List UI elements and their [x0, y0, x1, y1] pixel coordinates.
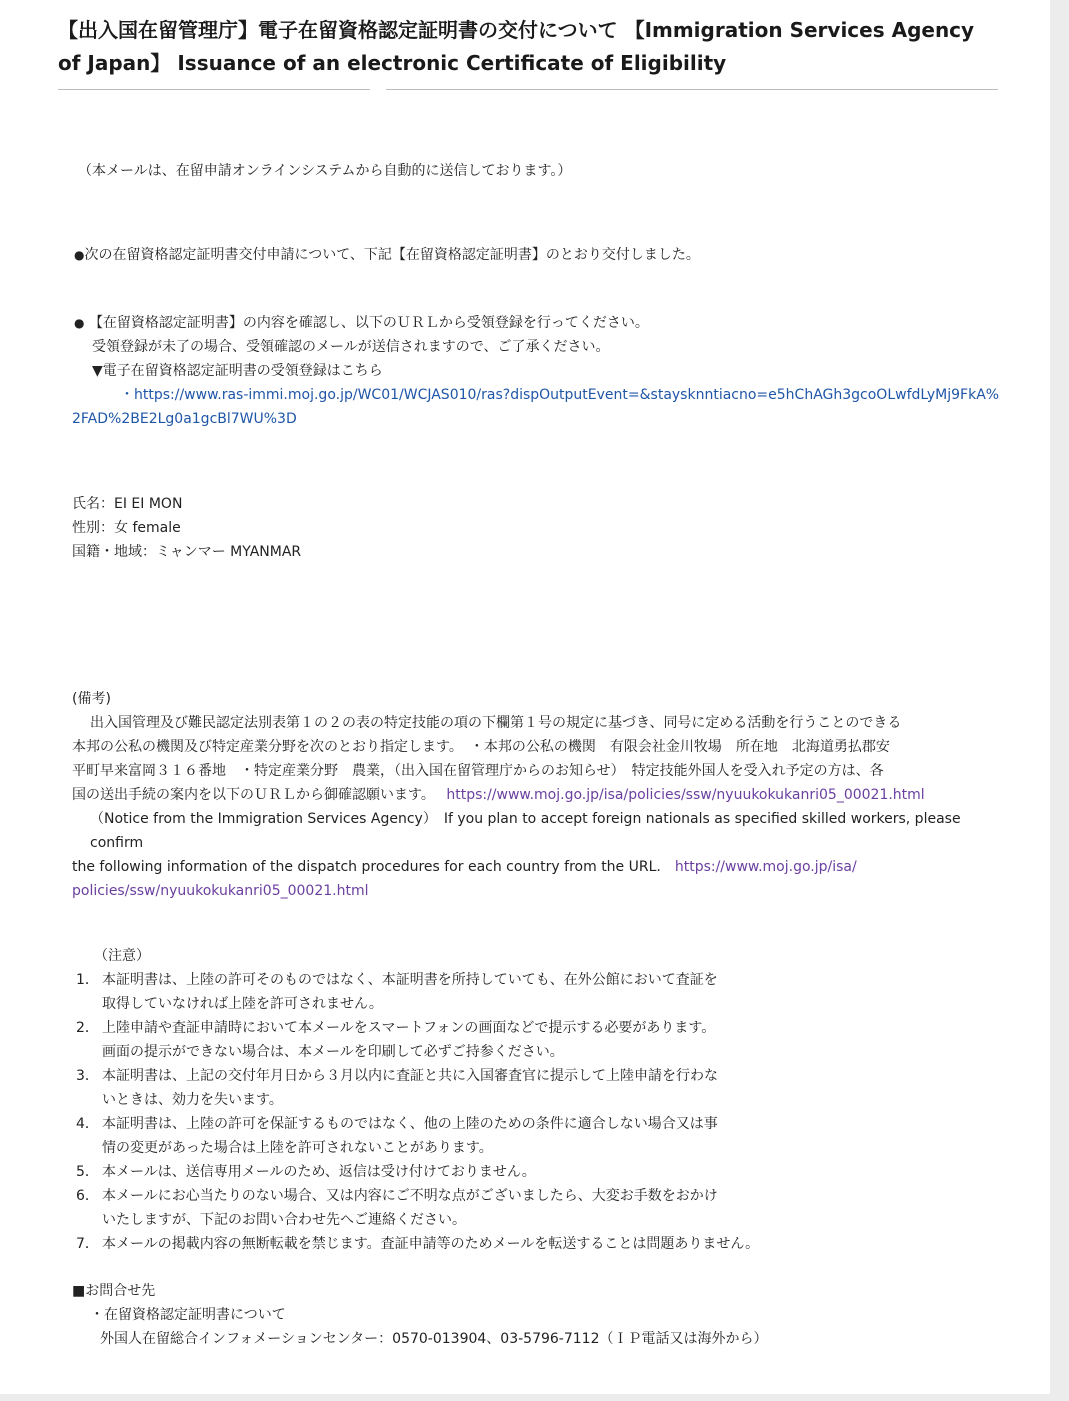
ssw-link-english[interactable]: https://www.moj.go.jp/isa/	[674, 859, 857, 875]
remarks-line: 国の送出手続の案内を以下のＵＲＬから御確認願います。	[72, 787, 428, 803]
issuance-paragraph	[74, 243, 700, 267]
note-item	[76, 1016, 1016, 1040]
receipt-registration-link-cont[interactable]: 2FAD%2BE2Lg0a1gcBl7WU%3D	[72, 411, 297, 427]
note-item	[76, 1112, 1016, 1136]
receipt-line-2: 受領登録が未了の場合、受領確認のメールが送信されますので、ご了承ください。	[92, 339, 610, 355]
remarks-section	[72, 687, 1008, 903]
note-item	[76, 968, 1016, 992]
note-number: 3．	[76, 1068, 99, 1084]
note-text: 本証明書は、上陸の許可を保証するものではなく、他の上陸のための条件に適合しない場合又は事	[102, 1116, 718, 1132]
remarks-heading: (備考)	[72, 691, 111, 707]
note-text: 本メールは、送信専用メールのため、返信は受け付けておりません。	[102, 1164, 536, 1180]
contact-heading: ■お問合せ先	[72, 1283, 156, 1299]
applicant-name: 氏名：EI EI MON	[72, 496, 183, 512]
note-text: 取得していなければ上陸を許可されません。	[102, 996, 383, 1012]
note-item	[76, 1184, 1016, 1208]
divider	[386, 89, 998, 90]
remarks-line: 本邦の公私の機関及び特定産業分野を次のとおり指定します。 ・本邦の公私の機関 有限会社金川牧場 所在地 北海道勇払郡安	[72, 739, 890, 755]
email-subject	[58, 14, 1018, 80]
note-number: 6．	[76, 1188, 99, 1204]
notes-heading: （注意）	[94, 948, 150, 964]
note-text: 本証明書は、上陸の許可そのものではなく、本証明書を所持していても、在外公館において査証を	[102, 972, 718, 988]
remarks-line: 出入国管理及び難民認定法別表第１の２の表の特定技能の項の下欄第１号の規定に基づき、同号に定める活動を行うことのできる	[90, 715, 902, 731]
note-text: 上陸申請や査証申請時において本メールをスマートフォンの画面などで提示する必要があります。	[102, 1020, 716, 1036]
contact-detail: 外国人在留総合インフォメーションセンター：0570-013904、03-5796-7112（ＩＰ電話又は海外から）	[100, 1331, 768, 1347]
note-text: 情の変更があった場合は上陸を許可されないことがあります。	[102, 1140, 493, 1156]
bullet-icon: ●	[74, 316, 85, 330]
notes-section	[76, 944, 1016, 1256]
receipt-registration-paragraph	[74, 311, 1014, 431]
note-text: 本メールの掲載内容の無断転載を禁じます。査証申請等のためメールを転送することは問題ありません。	[102, 1236, 760, 1252]
remarks-line-english: （Notice from the Immigration Services Agency） If you plan to accept foreign nationals as specified skilled workers, please confirm	[90, 811, 961, 851]
remarks-line-english: the following information of the dispatch procedures for each country from the URL.	[72, 859, 661, 875]
bullet-icon: ●	[74, 248, 85, 262]
receipt-line-1: 【在留資格認定証明書】の内容を確認し、以下のＵＲＬから受領登録を行ってください。	[88, 315, 649, 331]
ssw-link[interactable]: https://www.moj.go.jp/isa/policies/ssw/nyuukokukanri05_00021.html	[446, 787, 925, 803]
note-text: 画面の提示ができない場合は、本メールを印刷して必ずご持参ください。	[102, 1044, 564, 1060]
note-number: 7．	[76, 1236, 99, 1252]
note-item	[76, 1064, 1016, 1088]
note-text: 本メールにお心当たりのない場合、又は内容にご不明な点がございましたら、大変お手数をおかけ	[102, 1188, 718, 1204]
note-number: 2．	[76, 1020, 99, 1036]
remarks-line: 平町早来富岡３１６番地 ・特定産業分野 農業，（出入国在留管理庁からのお知らせ） 特定技能外国人を受入れ予定の方は、各	[72, 763, 884, 779]
applicant-nationality: 国籍・地域：ミャンマー MYANMAR	[72, 544, 302, 560]
contact-subject: ・在留資格認定証明書について	[90, 1307, 286, 1323]
ssw-link-english-cont[interactable]: policies/ssw/nyuukokukanri05_00021.html	[72, 883, 369, 899]
applicant-details	[72, 492, 301, 564]
auto-send-notice: （本メールは、在留申請オンラインシステムから自動的に送信しております。）	[78, 163, 572, 179]
subject-line-2: of Japan】 Issuance of an electronic Certificate of Eligibility	[58, 51, 727, 75]
subject-line-1: 【出入国在留管理庁】電子在留資格認定証明書の交付について 【Immigration Services Agency	[58, 18, 975, 42]
note-item	[76, 1160, 1016, 1184]
note-text: いときは、効力を失います。	[102, 1092, 283, 1108]
contact-section	[72, 1279, 767, 1351]
note-number: 5．	[76, 1164, 99, 1180]
note-text: 本証明書は、上記の交付年月日から３月以内に査証と共に入国審査官に提示して上陸申請を行わな	[102, 1068, 718, 1084]
issuance-text: 次の在留資格認定証明書交付申請について、下記【在留資格認定証明書】のとおり交付しました。	[84, 247, 700, 263]
note-item	[76, 1232, 1016, 1256]
receipt-line-3: ▼電子在留資格認定証明書の受領登録はこちら	[92, 363, 383, 379]
note-number: 4．	[76, 1116, 99, 1132]
note-number: 1．	[76, 972, 99, 988]
divider	[58, 89, 370, 90]
note-text: いたしますが、下記のお問い合わせ先へご連絡ください。	[102, 1212, 466, 1228]
receipt-registration-link[interactable]: ・https://www.ras-immi.moj.go.jp/WC01/WCJAS010/ras?dispOutputEvent=&staysknntiacno=e5hChAGh3gcoOLwfdLyMj9FkA%	[120, 387, 1000, 403]
applicant-gender: 性別：女 female	[72, 520, 181, 536]
